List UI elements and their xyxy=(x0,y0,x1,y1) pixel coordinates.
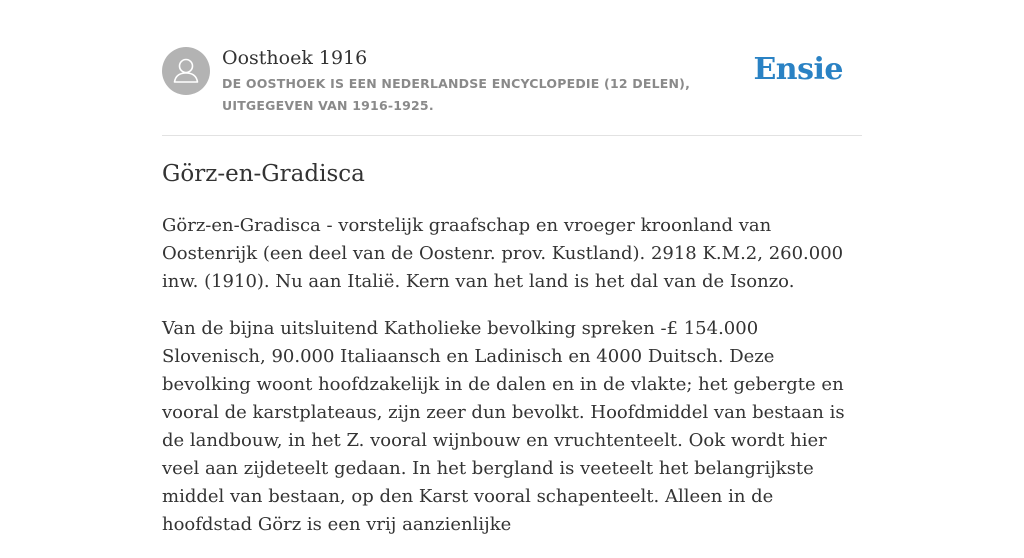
avatar[interactable] xyxy=(162,47,210,95)
article-paragraph: Görz-en-Gradisca - vorstelijk graafschap en vroeger kroonland van Oostenrijk (een deel van de Oostenr. prov. Kustland). 2918 K.M.2, 260.000 inw. (1910). Nu aan Italië. Kern van het land is het dal van de Isonzo. xyxy=(162,215,844,292)
ensie-logo[interactable]: Ensie xyxy=(753,52,843,87)
user-outline-icon xyxy=(162,47,210,95)
source-header xyxy=(162,46,862,116)
source-title[interactable]: Oosthoek 1916 xyxy=(222,47,368,69)
article-paragraph: Van de bijna uitsluitend Katholieke bevolking spreken -£ 154.000 Slovenisch, 90.000 Italiaansch en Ladinisch en 4000 Duitsch. Deze bevolking woont hoofdzakelijk in de dalen en in de vlakte; het gebergte en vooral de karstplateaus, zijn zeer dun bevolkt. Hoofdmiddel van bestaan is de landbouw, in het Z. vooral wijnbouw en vruchtenteelt. Ook wordt hier veel aan zijdeteelt gedaan. In het bergland is veeteelt het belangrijkste middel van bestaan, op den Karst vooral schapenteelt. Alleen in de hoofdstad Görz is een vrij aanzienlijke xyxy=(162,318,845,535)
source-description: DE OOSTHOEK IS EEN NEDERLANDSE ENCYCLOPEDIE (12 DELEN), UITGEGEVEN VAN 1916-1925. xyxy=(222,76,691,113)
header-divider xyxy=(162,135,862,136)
article-body xyxy=(162,212,866,558)
article-title: Görz-en-Gradisca xyxy=(162,161,365,187)
